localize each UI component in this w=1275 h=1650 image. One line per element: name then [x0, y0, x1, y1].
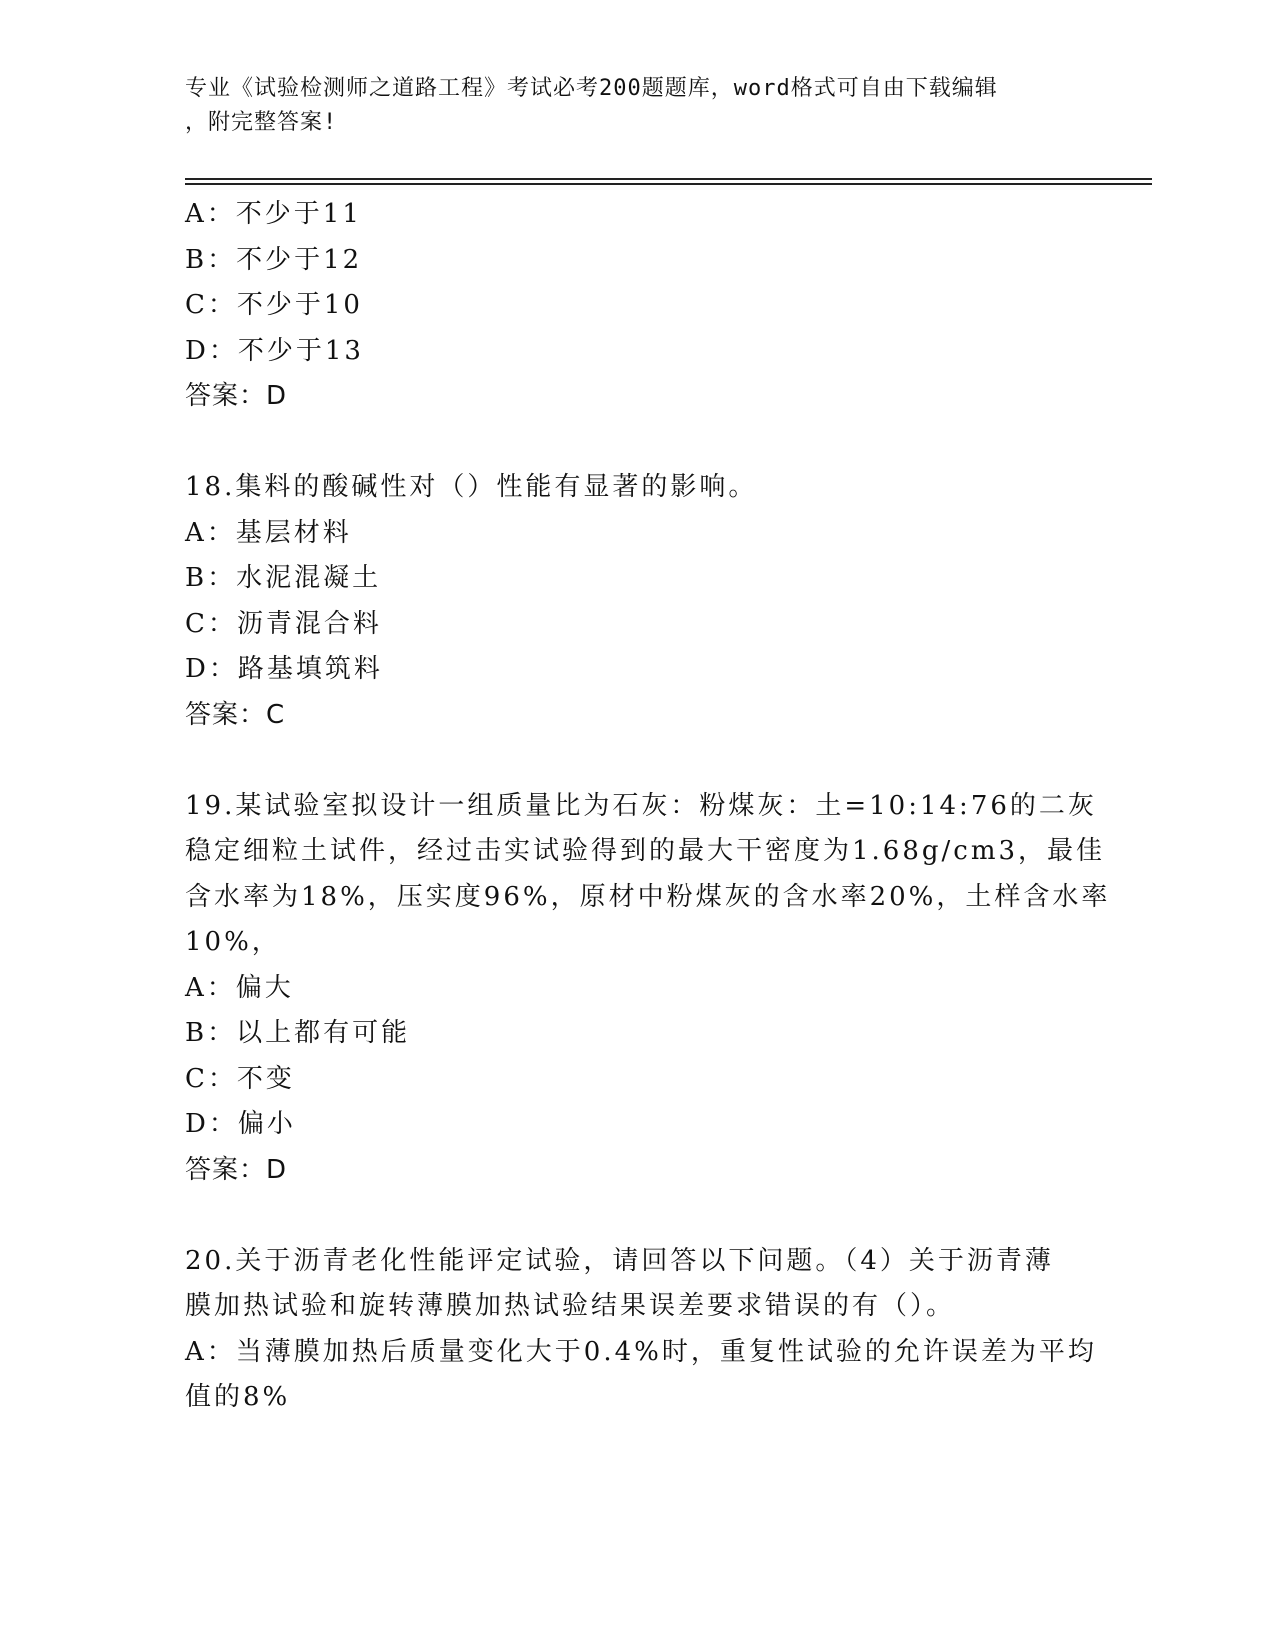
q20-option-a-line-1: A：当薄膜加热后质量变化大于0.4%时，重复性试验的允许误差为平均 — [185, 1336, 1097, 1367]
question-19 — [185, 784, 1111, 1194]
q19-option-a: A：偏大 — [185, 972, 294, 1003]
q18-option-a: A：基层材料 — [185, 517, 352, 548]
q20-stem-line-1: 20.关于沥青老化性能评定试验，请回答以下问题。（4）关于沥青薄 — [185, 1245, 1054, 1276]
q19-stem-line-4: 10%， — [185, 927, 281, 957]
q19-answer: 答案：D — [185, 1154, 288, 1185]
question-list — [185, 192, 1111, 1421]
q18-option-b: B：水泥混凝土 — [185, 563, 382, 593]
question-18 — [185, 465, 1085, 738]
q18-stem: 18.集料的酸碱性对（）性能有显著的影响。 — [185, 472, 758, 502]
header-divider-top — [185, 178, 1152, 180]
spacer — [185, 420, 1085, 466]
q18-option-c: C：沥青混合料 — [185, 608, 382, 639]
q17-option-d: D：不少于13 — [185, 335, 364, 366]
q20-option-a-line-2: 值的8% — [185, 1382, 291, 1412]
q17-option-c: C：不少于10 — [185, 290, 363, 320]
header-divider-bottom — [185, 183, 1152, 185]
q18-answer: 答案：C — [185, 699, 286, 730]
question-17 — [185, 192, 1085, 420]
q18-option-d: D：路基填筑料 — [185, 654, 383, 684]
q19-stem-line-2: 稳定细粒土试件，经过击实试验得到的最大干密度为1.68g/cm3，最佳 — [185, 836, 1106, 866]
q19-option-d: D：偏小 — [185, 1109, 296, 1139]
q17-option-b: B：不少于12 — [185, 244, 363, 275]
q17-answer: 答案：D — [185, 381, 288, 411]
q17-option-a: A：不少于11 — [185, 199, 362, 229]
q19-option-b: B：以上都有可能 — [185, 1018, 411, 1048]
spacer — [185, 1193, 1085, 1239]
q19-option-c: C：不变 — [185, 1063, 295, 1094]
document-header — [185, 72, 1085, 140]
q19-stem-line-3: 含水率为18%，压实度96%，原材中粉煤灰的含水率20%，土样含水率 — [185, 881, 1111, 912]
q19-stem-line-1: 19.某试验室拟设计一组质量比为石灰：粉煤灰：土=10:14:76的二灰 — [185, 790, 1097, 821]
spacer — [185, 738, 1085, 784]
header-title-line-1: 专业《试验检测师之道路工程》考试必考200题题库，word格式可自由下载编辑 — [185, 76, 998, 101]
header-title-line-2: ，附完整答案! — [185, 110, 338, 135]
question-20 — [185, 1239, 1097, 1421]
q20-stem-line-2: 膜加热试验和旋转薄膜加热试验结果误差要求错误的有（）。 — [185, 1291, 956, 1321]
